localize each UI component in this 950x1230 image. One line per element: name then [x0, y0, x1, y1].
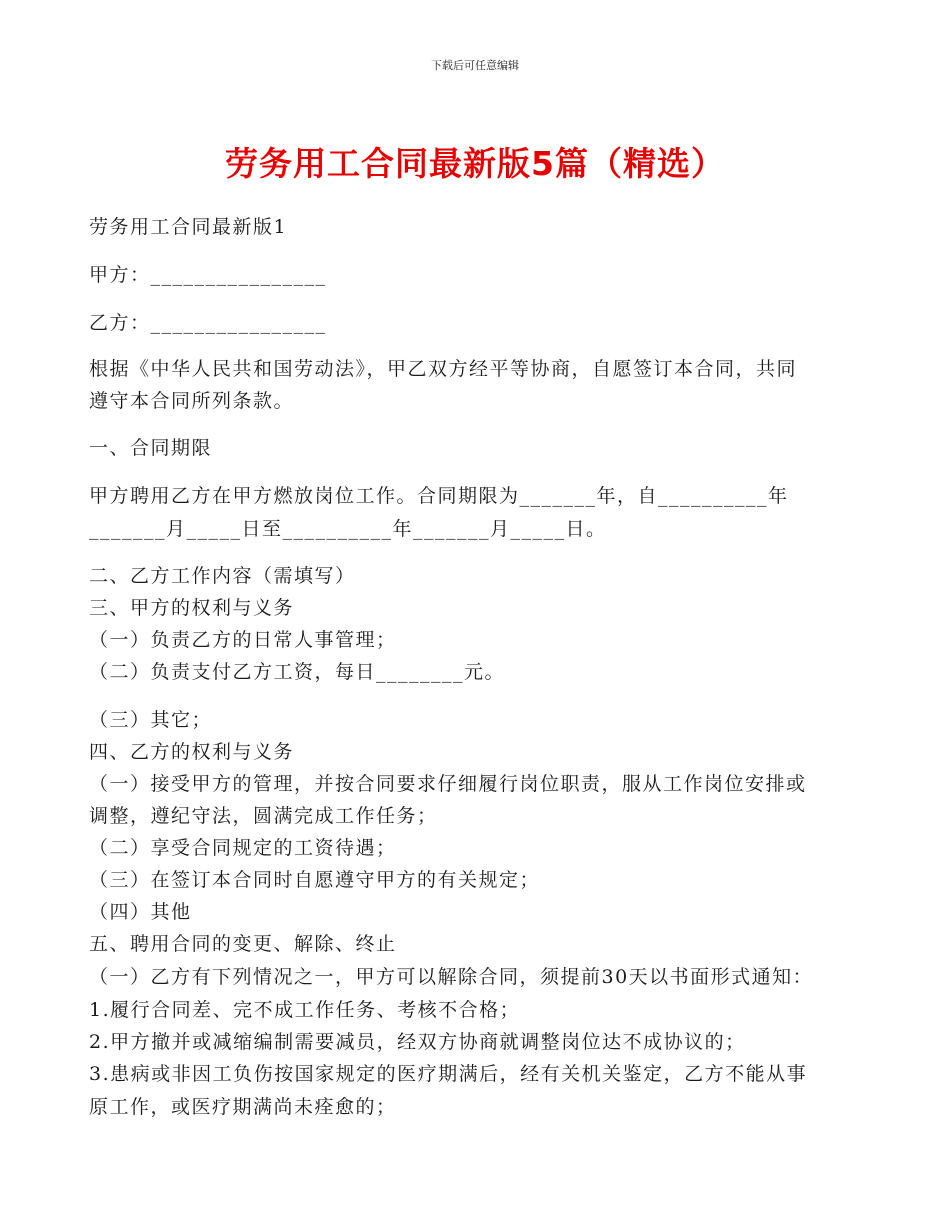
list-item: 1.履行合同差、完不成工作任务、考核不合格；	[89, 999, 521, 1021]
clause-item: （一）接受甲方的管理，并按合同要求仔细履行岗位职责，服从工作岗位安排或	[89, 773, 807, 795]
clause-heading: 三、甲方的权利与义务	[89, 597, 295, 619]
section-title: 劳务用工合同最新版1	[89, 216, 288, 238]
header-note: 下载后可任意编辑	[431, 59, 519, 72]
clause-item: （二）负责支付乙方工资，每日________元。	[89, 661, 506, 683]
clause-heading: 二、乙方工作内容（需填写）	[89, 565, 356, 587]
list-item: 2.甲方撤并或减缩编制需要减员，经双方协商就调整岗位达不成协议的；	[89, 1031, 746, 1053]
clause-item: （三）其它；	[89, 709, 213, 731]
document-title: 劳务用工合同最新版5篇（精选）	[225, 144, 725, 183]
clause-item: （二）享受合同规定的工资待遇；	[89, 837, 397, 859]
clause-heading: 四、乙方的权利与义务	[89, 741, 295, 763]
list-item: 原工作，或医疗期满尚未痊愈的；	[89, 1096, 397, 1118]
party-b-line: 乙方：________________	[89, 312, 327, 334]
clause-item: （一）乙方有下列情况之一，甲方可以解除合同，须提前30天以书面形式通知：	[89, 966, 814, 988]
clause-heading: 一、合同期限	[89, 437, 213, 459]
clause-item: 调整，遵纪守法，圆满完成工作任务；	[89, 805, 438, 827]
clause-item: （三）在签订本合同时自愿遵守甲方的有关规定；	[89, 869, 541, 891]
paragraph-line: _______月_____日至__________年_______月_____日。	[89, 518, 607, 540]
paragraph-line: 根据《中华人民共和国劳动法》，甲乙双方经平等协商，自愿签订本合同，共同	[89, 358, 798, 380]
paragraph-line: 遵守本合同所列条款。	[89, 390, 295, 412]
party-a-line: 甲方：________________	[89, 264, 327, 286]
clause-item: （四）其他	[89, 901, 192, 923]
clause-heading: 五、聘用合同的变更、解除、终止	[89, 933, 397, 955]
paragraph-line: 甲方聘用乙方在甲方燃放岗位工作。合同期限为_______年，自__________年	[89, 485, 789, 507]
list-item: 3.患病或非因工负伤按国家规定的医疗期满后，经有关机关鉴定，乙方不能从事	[89, 1063, 808, 1085]
clause-item: （一）负责乙方的日常人事管理；	[89, 629, 397, 651]
